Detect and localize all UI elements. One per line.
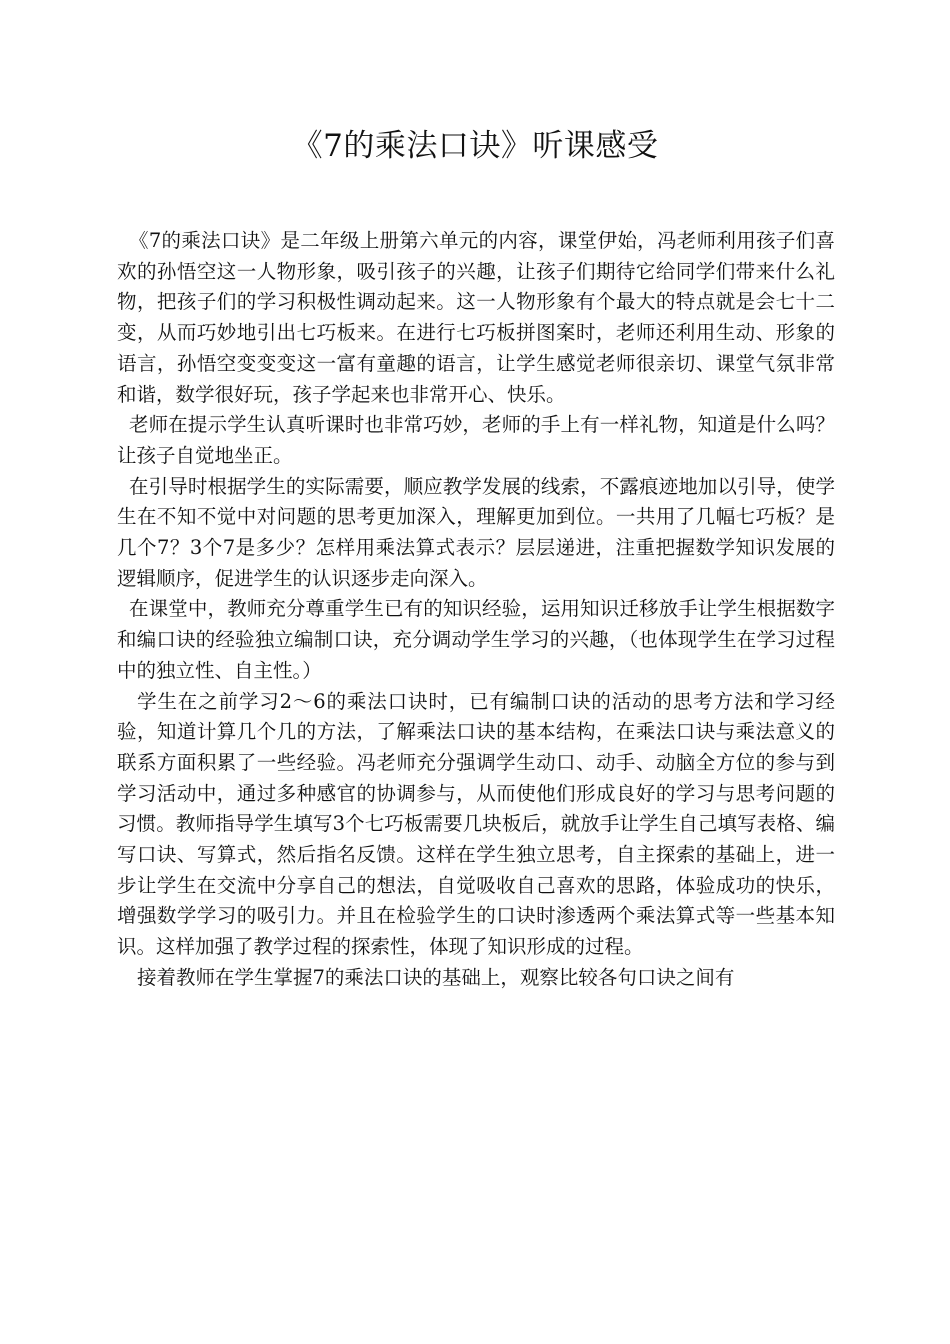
paragraph-1: 《7的乘法口诀》是二年级上册第六单元的内容，课堂伊始，冯老师利用孩子们喜欢的孙悟空这一人物形象，吸引孩子的兴趣，让孩子们期待它给同学们带来什么礼物，把孩子们的学习积极性调动起来。这一人物形象有个最大的特点就是会七十二变，从而巧妙地引出七巧板来。在进行七巧板拼图案时，老师还利用生动、形象的语言，孙悟空变变变这一富有童趣的语言，让学生感觉老师很亲切、课堂气氛非常和谐，数学很好玩，孩子学起来也非常开心、快乐。: [117, 229, 835, 406]
paragraph-4: 在课堂中，教师充分尊重学生已有的知识经验，运用知识迁移放手让学生根据数字和编口诀的经验独立编制口诀，充分调动学生学习的兴趣，（也体现学生在学习过程中的独立性、自主性。）: [117, 597, 835, 682]
paragraph-6: 接着教师在学生掌握7的乘法口诀的基础上，观察比较各句口诀之间有: [137, 965, 735, 989]
document-title: 《7的乘法口诀》听课感受: [291, 128, 659, 164]
paragraph-3: 在引导时根据学生的实际需要，顺应教学发展的线索，不露痕迹地加以引导，使学生在不知不觉中对问题的思考更加深入，理解更加到位。一共用了几幅七巧板？是几个7？3个7是多少？怎样用乘法算式表示？层层递进，注重把握数学知识发展的逻辑顺序，促进学生的认识逐步走向深入。: [117, 474, 835, 590]
document-body: [117, 226, 835, 994]
paragraph-5: 学生在之前学习2～6的乘法口诀时，已有编制口诀的活动的思考方法和学习经验，知道计算几个几的方法，了解乘法口诀的基本结构，在乘法口诀与乘法意义的联系方面积累了一些经验。冯老师充分强调学生动口、动手、动脑全方位的参与到学习活动中，通过多种感官的协调参与，从而使他们形成良好的学习与思考问题的习惯。教师指导学生填写3个七巧板需要几块板后，就放手让学生自己填写表格、编写口诀、写算式，然后指名反馈。这样在学生独立思考，自主探索的基础上，进一步让学生在交流中分享自己的想法，自觉吸收自己喜欢的思路，体验成功的快乐，增强数学学习的吸引力。并且在检验学生的口诀时渗透两个乘法算式等一些基本知识。这样加强了教学过程的探索性，体现了知识形成的过程。: [117, 689, 835, 959]
paragraph-2: 老师在提示学生认真听课时也非常巧妙，老师的手上有一样礼物，知道是什么吗？让孩子自觉地坐正。: [117, 413, 835, 467]
